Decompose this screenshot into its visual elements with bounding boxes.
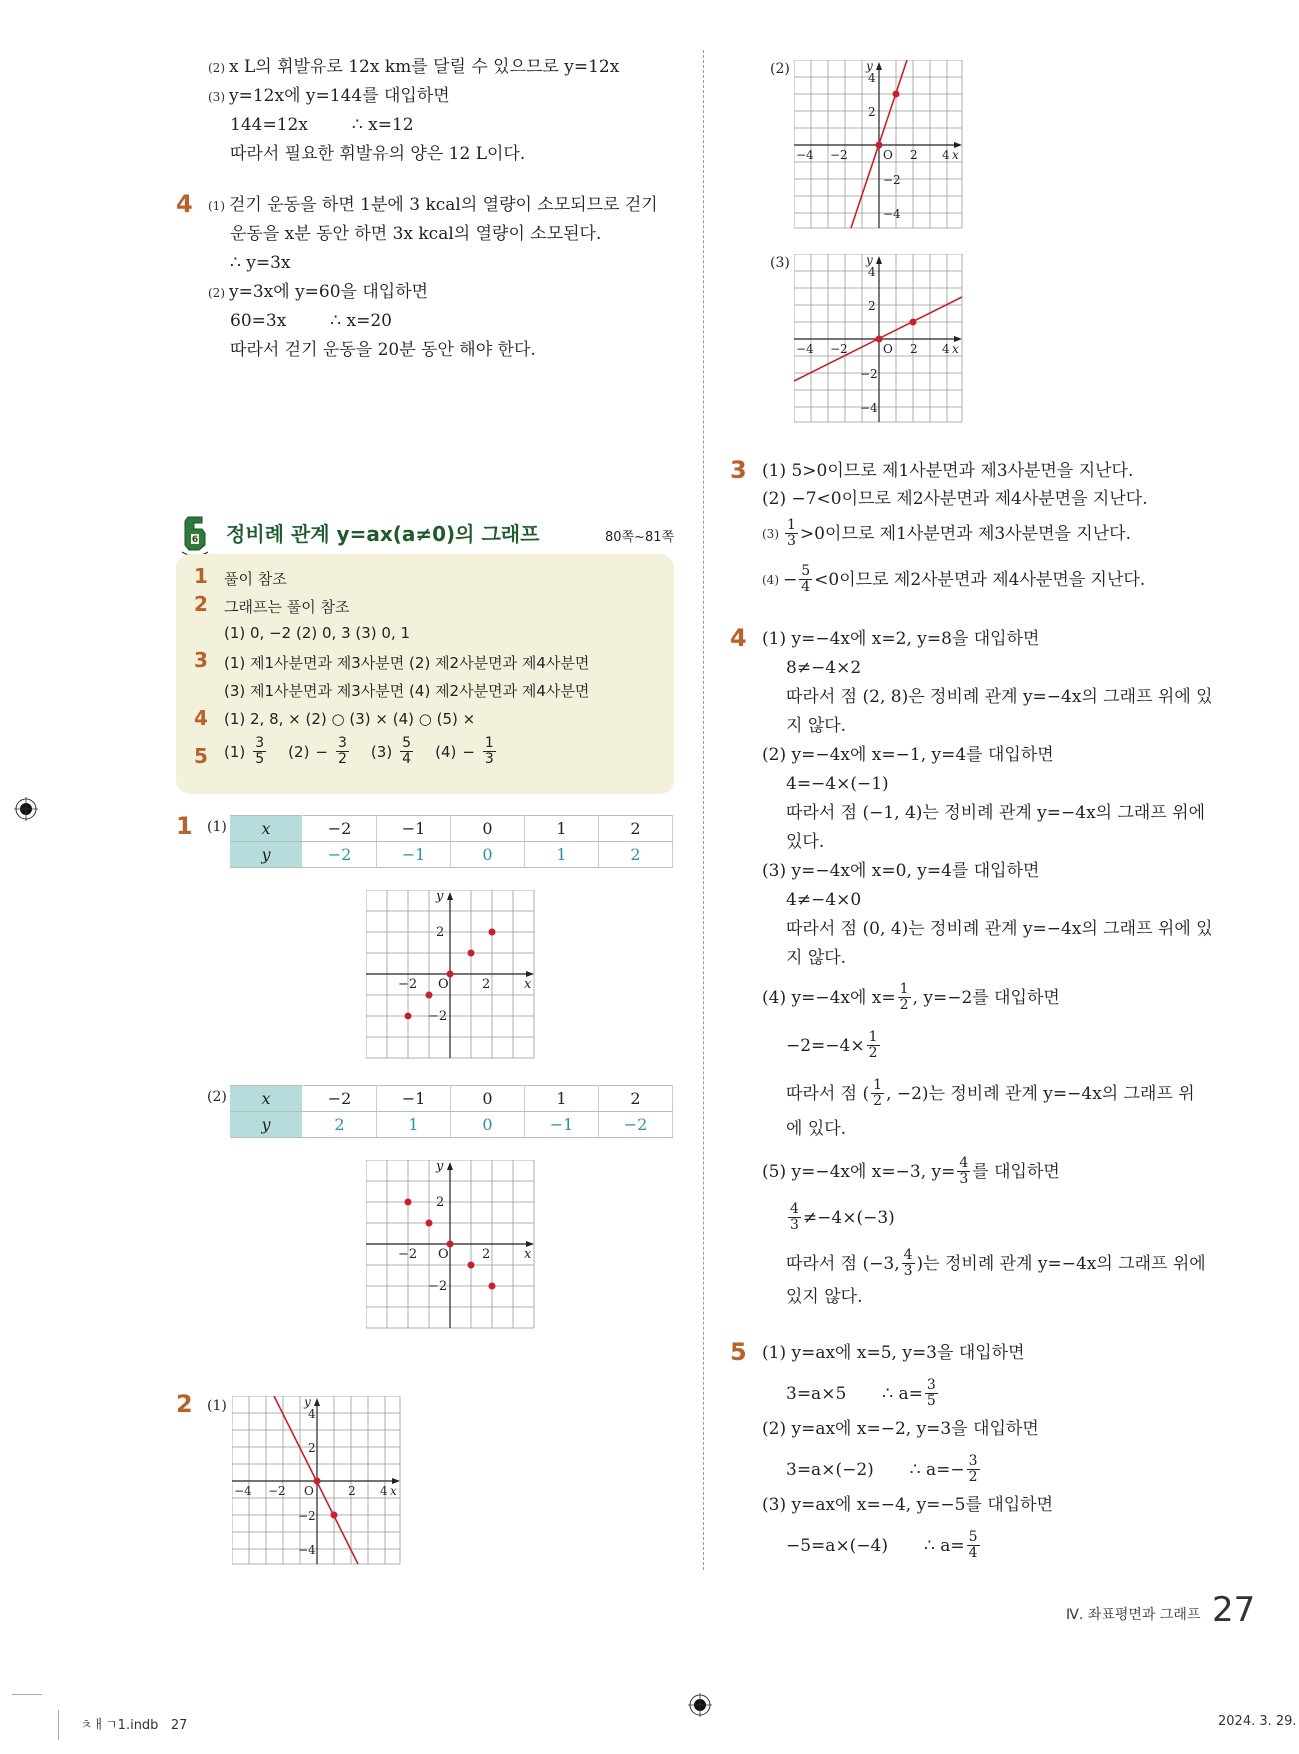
svg-text:−2: −2 xyxy=(268,1484,286,1498)
q4r-p5-line1: (5) y=−4x에 x=−3, y= $\frac{4}{3}$ 를 대입하면 xyxy=(762,1155,1060,1187)
question-number-2: 2 xyxy=(176,1390,193,1418)
q4r-p1-line4: 지 않다. xyxy=(786,716,847,736)
answer-4: (1) 2, 8, × (2) ○ (3) × (4) ○ (5) × xyxy=(224,710,476,728)
svg-text:−2: −2 xyxy=(860,367,878,381)
q3-line3: (3) $\frac{1}{3}$ >0이므로 제1사분면과 제3사분면을 지난다. xyxy=(762,517,1131,549)
q4r-p4-line2: −2=−4× $\frac{1}{2}$ xyxy=(786,1029,878,1061)
answer-3-line2: (3) 제1사분면과 제3사분면 (4) 제2사분면과 제4사분면 xyxy=(224,682,590,700)
question-number-5: 5 xyxy=(730,1338,747,1366)
svg-text:O: O xyxy=(883,342,893,356)
question-number-4-right: 4 xyxy=(730,624,747,652)
svg-text:x: x xyxy=(524,1247,532,1262)
q4r-p2-line1: (2) y=−4x에 x=−1, y=4를 대입하면 xyxy=(762,745,1054,765)
svg-text:−4: −4 xyxy=(796,148,814,162)
q5-p1-line1: (1) y=ax에 x=5, y=3을 대입하면 xyxy=(762,1343,1025,1363)
svg-text:4: 4 xyxy=(868,265,876,279)
q2-part1-label: (1) xyxy=(207,1398,227,1414)
prev-q3-part3-line3: 따라서 필요한 휘발유의 양은 12 L이다. xyxy=(230,144,526,164)
svg-text:2: 2 xyxy=(348,1484,356,1498)
registration-mark-bottom xyxy=(688,1693,712,1717)
svg-text:−4: −4 xyxy=(796,342,814,356)
q4r-p2-line4: 있다. xyxy=(786,832,825,852)
svg-text:−4: −4 xyxy=(860,401,878,415)
q4-part2-line2: 60=3x ∴ x=20 xyxy=(230,311,392,331)
q4r-p5-line2: $\frac{4}{3}$ ≠−4×(−3) xyxy=(790,1201,895,1233)
q4r-p2-line3: 따라서 점 (−1, 4)는 정비례 관계 y=−4x의 그래프 위에 xyxy=(786,803,1206,823)
q5-p3-line2: −5=a×(−4) ∴ a= $\frac{5}{4}$ xyxy=(786,1529,978,1561)
answer-num-4: 4 xyxy=(194,706,208,730)
q3-line2: (2) −7<0이므로 제2사분면과 제4사분면을 지난다. xyxy=(762,489,1148,509)
q5-p2-line2: 3=a×(−2) ∴ a=− $\frac{3}{2}$ xyxy=(786,1453,978,1485)
svg-text:x: x xyxy=(390,1484,397,1498)
svg-text:4: 4 xyxy=(308,1407,316,1421)
answer-1: 풀이 참조 xyxy=(224,570,287,588)
svg-text:2: 2 xyxy=(482,1247,491,1262)
answer-num-3: 3 xyxy=(194,648,208,672)
q1-part2-graph xyxy=(366,1160,536,1330)
answer-summary-box xyxy=(176,554,674,794)
q2-part3-label: (3) xyxy=(770,255,790,271)
section-title: 정비례 관계 y=ax(a≠0)의 그래프 xyxy=(226,522,540,546)
section-badge-icon xyxy=(180,514,210,558)
q4-part1-line1: (1) 걷기 운동을 하면 1분에 3 kcal의 열량이 소모되므로 걷기 xyxy=(208,195,658,215)
q5-p3-line1: (3) y=ax에 x=−4, y=−5를 대입하면 xyxy=(762,1495,1054,1515)
q4r-p4-line1: (4) y=−4x에 x= $\frac{1}{2}$ , y=−2를 대입하면 xyxy=(762,981,1060,1013)
answer-num-2: 2 xyxy=(194,592,208,616)
q1-part2-table: x −2 −1 0 1 2 y 2 1 0 −1 −2 xyxy=(230,1085,673,1138)
svg-text:x: x xyxy=(524,977,532,992)
svg-text:y: y xyxy=(436,890,444,904)
svg-text:y: y xyxy=(866,60,873,73)
prev-q3-part2: (2) x L의 휘발유로 12x km를 달릴 수 있으므로 y=12x xyxy=(208,57,620,77)
svg-text:x: x xyxy=(952,148,959,162)
column-divider xyxy=(703,50,704,1570)
svg-text:−4: −4 xyxy=(234,1484,252,1498)
q1-part1-table: x −2 −1 0 1 2 y −2 −1 0 1 2 xyxy=(230,815,673,868)
q3-line4: (4) − $\frac{5}{4}$ <0이므로 제2사분면과 제4사분면을 지난다. xyxy=(762,563,1146,595)
q5-p2-line1: (2) y=ax에 x=−2, y=3을 대입하면 xyxy=(762,1419,1039,1439)
svg-text:O: O xyxy=(304,1484,314,1498)
q1-part1-graph xyxy=(366,890,536,1060)
svg-text:2: 2 xyxy=(482,977,491,992)
svg-text:2: 2 xyxy=(910,148,918,162)
page-number: 27 xyxy=(1212,1590,1256,1630)
q4r-p1-line2: 8≠−4×2 xyxy=(786,658,862,678)
q4r-p4-line4: 에 있다. xyxy=(786,1119,847,1139)
q2-part1-graph xyxy=(232,1396,402,1566)
svg-text:2: 2 xyxy=(868,105,876,119)
svg-text:2: 2 xyxy=(436,1195,445,1210)
q3-line1: (1) 5>0이므로 제1사분면과 제3사분면을 지난다. xyxy=(762,461,1134,481)
q2-part2-label: (2) xyxy=(770,61,790,77)
q4-part2-line3: 따라서 걷기 운동을 20분 동안 해야 한다. xyxy=(230,340,536,360)
q1-part1-label: (1) xyxy=(207,819,227,835)
question-number-4: 4 xyxy=(176,190,193,218)
q4-part1-line2: 운동을 x분 동안 하면 3x kcal의 열량이 소모된다. xyxy=(230,224,602,244)
answer-2: 그래프는 풀이 참조 xyxy=(224,598,350,616)
q4r-p1-line3: 따라서 점 (2, 8)은 정비례 관계 y=−4x의 그래프 위에 있 xyxy=(786,687,1213,707)
svg-text:4: 4 xyxy=(380,1484,388,1498)
svg-text:O: O xyxy=(883,148,893,162)
q5-p1-line2: 3=a×5 ∴ a= $\frac{3}{5}$ xyxy=(786,1377,936,1409)
svg-text:4: 4 xyxy=(868,71,876,85)
q2-part2-graph xyxy=(794,60,964,230)
q4-part2-line1: (2) y=3x에 y=60을 대입하면 xyxy=(208,282,429,302)
answer-num-5: 5 xyxy=(194,744,208,768)
answer-3-line1: (1) 제1사분면과 제3사분면 (2) 제2사분면과 제4사분면 xyxy=(224,654,590,672)
svg-text:−2: −2 xyxy=(398,1247,418,1262)
q4r-p3-line4: 지 않다. xyxy=(786,948,847,968)
svg-text:−2: −2 xyxy=(428,1009,448,1024)
q4-part1-line3: ∴ y=3x xyxy=(230,253,291,273)
svg-text:y: y xyxy=(304,1396,311,1409)
svg-text:−2: −2 xyxy=(428,1279,448,1294)
svg-text:y: y xyxy=(866,254,873,267)
q2-part3-graph xyxy=(794,254,964,424)
svg-text:6: 6 xyxy=(191,535,199,545)
svg-text:−2: −2 xyxy=(883,173,901,187)
svg-text:−4: −4 xyxy=(883,207,901,221)
footer-file-name: ㅊㅐㄱ1.indb 27 xyxy=(80,1718,188,1733)
prev-q3-part3-line2: 144=12x ∴ x=12 xyxy=(230,115,414,135)
question-number-1: 1 xyxy=(176,812,193,840)
answer-2-sub: (1) 0, −2 (2) 0, 3 (3) 0, 1 xyxy=(224,624,411,642)
svg-text:−2: −2 xyxy=(298,1509,316,1523)
svg-text:O: O xyxy=(438,977,449,992)
crop-mark-v xyxy=(58,1710,59,1740)
question-number-3: 3 xyxy=(730,456,747,484)
crop-mark-h xyxy=(12,1694,42,1695)
svg-text:2: 2 xyxy=(910,342,918,356)
svg-text:y: y xyxy=(436,1160,444,1174)
q4r-p1-line1: (1) y=−4x에 x=2, y=8을 대입하면 xyxy=(762,629,1040,649)
q1-part2-label: (2) xyxy=(207,1089,227,1105)
svg-text:−2: −2 xyxy=(398,977,418,992)
q4r-p5-line3: 따라서 점 (−3, $\frac{4}{3}$ )는 정비례 관계 y=−4x의 그래프 위에 xyxy=(786,1247,1206,1279)
svg-text:2: 2 xyxy=(868,299,876,313)
svg-text:2: 2 xyxy=(436,925,445,940)
svg-text:4: 4 xyxy=(942,148,950,162)
q4r-p3-line3: 따라서 점 (0, 4)는 정비례 관계 y=−4x의 그래프 위에 있 xyxy=(786,919,1213,939)
q4r-p5-line4: 있지 않다. xyxy=(786,1287,863,1307)
footer-date: 2024. 3. 29. xyxy=(1218,1714,1297,1729)
section-pages: 80쪽~81쪽 xyxy=(605,530,675,545)
chapter-label: Ⅳ. 좌표평면과 그래프 xyxy=(1066,1607,1201,1623)
q4r-p3-line2: 4≠−4×0 xyxy=(786,890,862,910)
q4r-p2-line2: 4=−4×(−1) xyxy=(786,774,889,794)
svg-text:O: O xyxy=(438,1247,449,1262)
svg-text:−4: −4 xyxy=(298,1543,316,1557)
svg-text:−2: −2 xyxy=(830,148,848,162)
svg-text:4: 4 xyxy=(942,342,950,356)
svg-text:x: x xyxy=(952,342,959,356)
prev-q3-part3-line1: (3) y=12x에 y=144를 대입하면 xyxy=(208,86,450,106)
svg-text:2: 2 xyxy=(308,1441,316,1455)
answer-num-1: 1 xyxy=(194,564,208,588)
svg-text:−2: −2 xyxy=(830,342,848,356)
registration-mark-left xyxy=(14,797,38,821)
q4r-p4-line3: 따라서 점 ( $\frac{1}{2}$ , −2)는 정비례 관계 y=−4x의 그래프 위 xyxy=(786,1077,1195,1109)
answer-5: (1) $\frac{3}{5}$ (2) − $\frac{3}{2}$ (3) $\frac{5}{4}$ (4) − $\frac{1}{3}$ xyxy=(224,735,494,767)
q4r-p3-line1: (3) y=−4x에 x=0, y=4를 대입하면 xyxy=(762,861,1040,881)
